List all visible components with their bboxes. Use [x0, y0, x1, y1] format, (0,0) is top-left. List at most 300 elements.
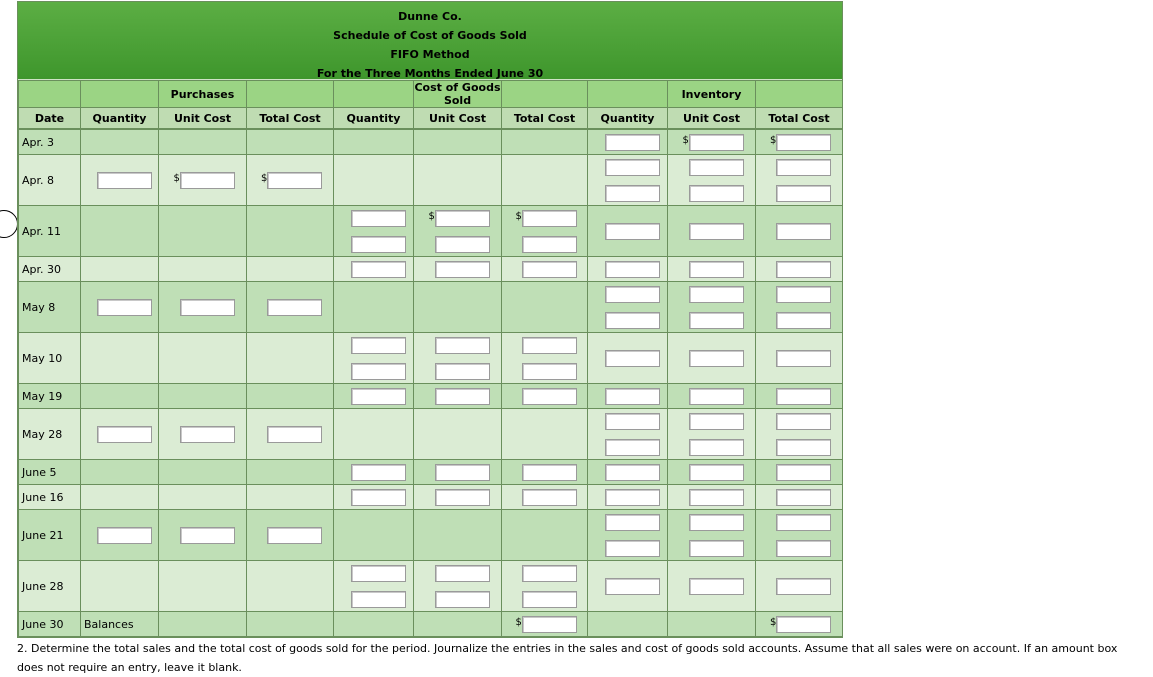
input-wrapper	[426, 562, 490, 584]
cell-purchases-unit-cost	[159, 384, 247, 409]
dollar-sign: $	[515, 617, 522, 628]
dollar-sign: $	[770, 617, 777, 628]
cell-purchases-total-cost	[247, 510, 334, 561]
row-date: June 16	[19, 485, 81, 510]
row-date: May 10	[19, 333, 81, 384]
cogs-unit-cost-input[interactable]	[435, 591, 490, 608]
inventory-quantity-input[interactable]	[605, 159, 660, 176]
purchases-unit-cost-input[interactable]	[180, 426, 235, 443]
input-wrapper	[767, 182, 831, 204]
input-wrapper	[596, 258, 660, 280]
input-wrapper	[596, 131, 660, 153]
cogs-quantity-input[interactable]	[351, 337, 406, 354]
cell-cogs-total-cost	[502, 561, 588, 612]
col-cogs-total-cost: Total Cost	[502, 108, 588, 129]
input-wrapper	[513, 360, 577, 382]
cell-purchases-total-cost	[247, 384, 334, 409]
cell-purchases-unit-cost	[159, 333, 247, 384]
cogs-unit-cost-input[interactable]	[435, 565, 490, 582]
cell-cogs-total-cost	[502, 206, 588, 257]
cell-inventory-quantity	[588, 257, 668, 282]
input-wrapper	[767, 385, 831, 407]
col-date: Date	[19, 108, 81, 129]
cell-cogs-unit-cost	[414, 485, 502, 510]
input-wrapper	[342, 233, 406, 255]
schedule-row	[19, 409, 843, 460]
cogs-quantity-input[interactable]	[351, 388, 406, 405]
input-wrapper	[680, 156, 744, 178]
cell-inventory-total-cost	[756, 409, 843, 460]
input-wrapper	[596, 511, 660, 533]
input-wrapper	[342, 385, 406, 407]
inventory-unit-cost-input[interactable]	[689, 286, 744, 303]
input-wrapper	[342, 360, 406, 382]
cell-inventory-unit-cost	[668, 155, 756, 206]
inventory-quantity-input[interactable]	[605, 261, 660, 278]
cell-cogs-total-cost	[502, 333, 588, 384]
inventory-total-cost-input[interactable]	[776, 134, 831, 151]
purchases-total-cost-input[interactable]	[267, 299, 322, 316]
cell-cogs-total-cost	[502, 485, 588, 510]
cell-purchases-quantity	[81, 333, 159, 384]
schedule-row	[19, 130, 843, 155]
cell-inventory-unit-cost	[668, 561, 756, 612]
cell-inventory-unit-cost	[668, 510, 756, 561]
input-wrapper	[596, 575, 660, 597]
inventory-quantity-input[interactable]	[605, 286, 660, 303]
cell-cogs-total-cost	[502, 510, 588, 561]
inventory-total-cost-input[interactable]	[776, 514, 831, 531]
row-date: June 5	[19, 460, 81, 485]
inventory-quantity-input[interactable]	[605, 439, 660, 456]
dollar-sign: $	[682, 135, 689, 146]
input-wrapper	[88, 169, 152, 191]
input-wrapper	[767, 220, 831, 242]
cell-purchases-unit-cost	[159, 155, 247, 206]
group-purchases: Purchases	[159, 81, 247, 108]
input-wrapper	[88, 296, 152, 318]
cell-cogs-unit-cost	[414, 510, 502, 561]
input-wrapper	[767, 436, 831, 458]
cell-purchases-unit-cost	[159, 510, 247, 561]
input-wrapper	[513, 334, 577, 356]
inventory-quantity-input[interactable]	[605, 312, 660, 329]
inventory-unit-cost-input[interactable]	[689, 134, 744, 151]
input-wrapper	[767, 511, 831, 533]
cogs-total-cost-input[interactable]	[522, 337, 577, 354]
input-wrapper	[767, 613, 831, 635]
schedule-row	[19, 384, 843, 409]
inventory-total-cost-input[interactable]	[776, 489, 831, 506]
input-wrapper	[513, 233, 577, 255]
cell-purchases-unit-cost	[159, 282, 247, 333]
inventory-unit-cost-input[interactable]	[689, 185, 744, 202]
inventory-total-cost-input[interactable]	[776, 350, 831, 367]
purchases-unit-cost-input[interactable]	[180, 172, 235, 189]
row-date: Apr. 3	[19, 130, 81, 155]
cell-cogs-unit-cost	[414, 409, 502, 460]
inventory-unit-cost-input[interactable]	[689, 223, 744, 240]
inventory-total-cost-input[interactable]	[776, 388, 831, 405]
inventory-unit-cost-input[interactable]	[689, 261, 744, 278]
cogs-unit-cost-input[interactable]	[435, 236, 490, 253]
cell-cogs-quantity	[334, 282, 414, 333]
inventory-quantity-input[interactable]	[605, 185, 660, 202]
input-wrapper	[426, 486, 490, 508]
schedule-row	[19, 460, 843, 485]
cogs-quantity-input[interactable]	[351, 489, 406, 506]
cogs-total-cost-input[interactable]	[522, 616, 577, 633]
input-wrapper	[342, 486, 406, 508]
inventory-unit-cost-input[interactable]	[689, 464, 744, 481]
cell-inventory-quantity	[588, 561, 668, 612]
input-wrapper	[596, 156, 660, 178]
dollar-sign: $	[261, 173, 268, 184]
cell-cogs-quantity	[334, 384, 414, 409]
cogs-unit-cost-input[interactable]	[435, 363, 490, 380]
cell-purchases-total-cost	[247, 333, 334, 384]
cell-purchases-total-cost	[247, 485, 334, 510]
schedule-row	[19, 485, 843, 510]
schedule-header	[18, 2, 842, 80]
input-wrapper	[767, 309, 831, 331]
cell-cogs-unit-cost	[414, 460, 502, 485]
cell-purchases-unit-cost	[159, 130, 247, 155]
cell-purchases-total-cost	[247, 612, 334, 637]
cogs-quantity-input[interactable]	[351, 363, 406, 380]
inventory-quantity-input[interactable]	[605, 540, 660, 557]
cell-cogs-quantity	[334, 409, 414, 460]
schedule-row	[19, 257, 843, 282]
row-date: June 30	[19, 612, 81, 637]
col-inventory-quantity: Quantity	[588, 108, 668, 129]
cell-cogs-quantity	[334, 612, 414, 637]
cell-purchases-total-cost	[247, 409, 334, 460]
col-purchases-quantity: Quantity	[81, 108, 159, 129]
row-date: May 28	[19, 409, 81, 460]
input-wrapper	[680, 486, 744, 508]
cell-cogs-quantity	[334, 561, 414, 612]
cell-purchases-quantity	[81, 206, 159, 257]
inventory-total-cost-input[interactable]	[776, 286, 831, 303]
input-wrapper	[767, 131, 831, 153]
inventory-total-cost-input[interactable]	[776, 578, 831, 595]
input-wrapper	[596, 220, 660, 242]
cogs-unit-cost-input[interactable]	[435, 337, 490, 354]
input-wrapper	[680, 410, 744, 432]
cell-inventory-total-cost	[756, 206, 843, 257]
inventory-unit-cost-input[interactable]	[689, 312, 744, 329]
cogs-total-cost-input[interactable]	[522, 210, 577, 227]
schedule-row	[19, 510, 843, 561]
inventory-unit-cost-input[interactable]	[689, 350, 744, 367]
cogs-quantity-input[interactable]	[351, 236, 406, 253]
cell-inventory-total-cost	[756, 257, 843, 282]
input-wrapper	[767, 486, 831, 508]
inventory-total-cost-input[interactable]	[776, 464, 831, 481]
group-blank-2	[81, 81, 159, 108]
inventory-quantity-input[interactable]	[605, 514, 660, 531]
input-wrapper	[258, 423, 322, 445]
cell-inventory-quantity	[588, 155, 668, 206]
group-blank-3	[247, 81, 334, 108]
cogs-quantity-input[interactable]	[351, 591, 406, 608]
inventory-quantity-input[interactable]	[605, 350, 660, 367]
cogs-total-cost-input[interactable]	[522, 489, 577, 506]
row-date: May 19	[19, 384, 81, 409]
input-wrapper	[513, 486, 577, 508]
input-wrapper	[426, 258, 490, 280]
input-wrapper	[680, 220, 744, 242]
purchases-quantity-input[interactable]	[97, 527, 152, 544]
cell-inventory-quantity	[588, 485, 668, 510]
input-wrapper	[342, 562, 406, 584]
cell-cogs-quantity	[334, 206, 414, 257]
input-wrapper	[171, 524, 235, 546]
group-blank	[19, 81, 81, 108]
group-cogs: Cost of Goods Sold	[414, 81, 501, 107]
cell-inventory-unit-cost	[668, 384, 756, 409]
cell-inventory-total-cost	[756, 384, 843, 409]
input-wrapper	[767, 410, 831, 432]
cell-inventory-quantity	[588, 460, 668, 485]
cell-purchases-total-cost	[247, 282, 334, 333]
input-wrapper	[767, 156, 831, 178]
method-name: FIFO Method	[390, 48, 470, 61]
cogs-unit-cost-input[interactable]	[435, 210, 490, 227]
input-wrapper	[596, 283, 660, 305]
inventory-unit-cost-input[interactable]	[689, 413, 744, 430]
input-wrapper	[513, 385, 577, 407]
cell-cogs-unit-cost	[414, 155, 502, 206]
cell-inventory-unit-cost	[668, 612, 756, 637]
input-wrapper	[88, 524, 152, 546]
cogs-total-cost-input[interactable]	[522, 565, 577, 582]
inventory-total-cost-input[interactable]	[776, 261, 831, 278]
inventory-total-cost-input[interactable]	[776, 540, 831, 557]
input-wrapper	[258, 169, 322, 191]
inventory-quantity-input[interactable]	[605, 489, 660, 506]
input-wrapper	[342, 461, 406, 483]
input-wrapper	[680, 347, 744, 369]
cogs-unit-cost-input[interactable]	[435, 388, 490, 405]
inventory-total-cost-input[interactable]	[776, 312, 831, 329]
purchases-unit-cost-input[interactable]	[180, 299, 235, 316]
input-wrapper	[513, 461, 577, 483]
input-wrapper	[426, 385, 490, 407]
cell-inventory-quantity	[588, 130, 668, 155]
input-wrapper	[680, 537, 744, 559]
dollar-sign: $	[173, 173, 180, 184]
input-wrapper	[426, 207, 490, 229]
schedule-row	[19, 155, 843, 206]
input-wrapper	[342, 588, 406, 610]
inventory-total-cost-input[interactable]	[776, 223, 831, 240]
cogs-total-cost-input[interactable]	[522, 261, 577, 278]
cell-purchases-quantity	[81, 155, 159, 206]
purchases-total-cost-input[interactable]	[267, 426, 322, 443]
schedule-row	[19, 612, 843, 637]
inventory-quantity-input[interactable]	[605, 223, 660, 240]
input-wrapper	[342, 207, 406, 229]
cell-cogs-quantity	[334, 155, 414, 206]
cogs-total-cost-input[interactable]	[522, 464, 577, 481]
dollar-sign: $	[428, 211, 435, 222]
input-wrapper	[767, 347, 831, 369]
input-wrapper	[171, 169, 235, 191]
cell-cogs-quantity	[334, 510, 414, 561]
fifo-schedule	[17, 1, 843, 638]
inventory-unit-cost-input[interactable]	[689, 540, 744, 557]
input-wrapper	[680, 131, 744, 153]
purchases-quantity-input[interactable]	[97, 426, 152, 443]
cell-inventory-unit-cost	[668, 485, 756, 510]
input-wrapper	[680, 511, 744, 533]
inventory-unit-cost-input[interactable]	[689, 159, 744, 176]
input-wrapper	[596, 385, 660, 407]
row-date: Apr. 8	[19, 155, 81, 206]
input-wrapper	[596, 309, 660, 331]
purchases-unit-cost-input[interactable]	[180, 527, 235, 544]
cell-cogs-total-cost	[502, 155, 588, 206]
inventory-quantity-input[interactable]	[605, 578, 660, 595]
cell-inventory-total-cost	[756, 612, 843, 637]
input-wrapper	[680, 283, 744, 305]
purchases-quantity-input[interactable]	[97, 299, 152, 316]
inventory-total-cost-input[interactable]	[776, 616, 831, 633]
input-wrapper	[426, 588, 490, 610]
cell-purchases-total-cost	[247, 130, 334, 155]
cogs-quantity-input[interactable]	[351, 261, 406, 278]
row-date: June 28	[19, 561, 81, 612]
cell-inventory-quantity	[588, 510, 668, 561]
dollar-sign: $	[770, 135, 777, 146]
input-wrapper	[513, 258, 577, 280]
cogs-unit-cost-input[interactable]	[435, 261, 490, 278]
input-wrapper	[513, 613, 577, 635]
group-inventory: Inventory	[668, 81, 756, 108]
inventory-total-cost-input[interactable]	[776, 413, 831, 430]
cell-inventory-total-cost	[756, 130, 843, 155]
cell-purchases-quantity	[81, 282, 159, 333]
input-wrapper	[680, 436, 744, 458]
inventory-total-cost-input[interactable]	[776, 439, 831, 456]
group-blank-5	[502, 81, 588, 108]
cogs-quantity-input[interactable]	[351, 565, 406, 582]
cogs-total-cost-input[interactable]	[522, 591, 577, 608]
cell-cogs-total-cost	[502, 130, 588, 155]
input-wrapper	[767, 575, 831, 597]
cogs-total-cost-input[interactable]	[522, 388, 577, 405]
cell-cogs-total-cost	[502, 282, 588, 333]
input-wrapper	[513, 207, 577, 229]
inventory-quantity-input[interactable]	[605, 413, 660, 430]
input-wrapper	[596, 347, 660, 369]
cell-cogs-total-cost	[502, 460, 588, 485]
input-wrapper	[767, 537, 831, 559]
cogs-unit-cost-input[interactable]	[435, 489, 490, 506]
cell-cogs-unit-cost	[414, 333, 502, 384]
cell-purchases-unit-cost	[159, 561, 247, 612]
cogs-total-cost-input[interactable]	[522, 363, 577, 380]
inventory-quantity-input[interactable]	[605, 388, 660, 405]
inventory-unit-cost-input[interactable]	[689, 439, 744, 456]
cell-inventory-unit-cost	[668, 282, 756, 333]
purchases-quantity-input[interactable]	[97, 172, 152, 189]
dollar-sign: $	[515, 211, 522, 222]
cogs-unit-cost-input[interactable]	[435, 464, 490, 481]
col-purchases-unit-cost: Unit Cost	[159, 108, 247, 129]
purchases-total-cost-input[interactable]	[267, 527, 322, 544]
inventory-unit-cost-input[interactable]	[689, 578, 744, 595]
cell-inventory-quantity	[588, 333, 668, 384]
input-wrapper	[596, 461, 660, 483]
purchases-total-cost-input[interactable]	[267, 172, 322, 189]
input-wrapper	[171, 296, 235, 318]
cell-cogs-total-cost	[502, 257, 588, 282]
row-date: Apr. 11	[19, 206, 81, 257]
input-wrapper	[680, 309, 744, 331]
cell-cogs-unit-cost	[414, 612, 502, 637]
step-marker-circle	[0, 210, 18, 238]
input-wrapper	[258, 296, 322, 318]
cell-inventory-quantity	[588, 384, 668, 409]
input-wrapper	[596, 182, 660, 204]
input-wrapper	[596, 486, 660, 508]
balances-label: Balances	[81, 612, 159, 637]
schedule-table	[18, 80, 843, 129]
cogs-quantity-input[interactable]	[351, 210, 406, 227]
input-wrapper	[426, 334, 490, 356]
cell-cogs-quantity	[334, 130, 414, 155]
inventory-unit-cost-input[interactable]	[689, 514, 744, 531]
inventory-quantity-input[interactable]	[605, 134, 660, 151]
row-date: June 21	[19, 510, 81, 561]
cogs-total-cost-input[interactable]	[522, 236, 577, 253]
inventory-total-cost-input[interactable]	[776, 185, 831, 202]
input-wrapper	[767, 461, 831, 483]
inventory-total-cost-input[interactable]	[776, 159, 831, 176]
input-wrapper	[596, 537, 660, 559]
inventory-unit-cost-input[interactable]	[689, 489, 744, 506]
cell-inventory-total-cost	[756, 333, 843, 384]
cell-inventory-unit-cost	[668, 409, 756, 460]
input-wrapper	[680, 575, 744, 597]
input-wrapper	[513, 588, 577, 610]
cell-purchases-unit-cost	[159, 485, 247, 510]
cell-cogs-total-cost	[502, 384, 588, 409]
row-date: Apr. 30	[19, 257, 81, 282]
cell-purchases-total-cost	[247, 206, 334, 257]
cell-inventory-quantity	[588, 409, 668, 460]
col-cogs-quantity: Quantity	[334, 108, 414, 129]
cell-inventory-total-cost	[756, 460, 843, 485]
input-wrapper	[342, 334, 406, 356]
cell-inventory-total-cost	[756, 510, 843, 561]
cogs-quantity-input[interactable]	[351, 464, 406, 481]
cell-inventory-quantity	[588, 612, 668, 637]
inventory-quantity-input[interactable]	[605, 464, 660, 481]
schedule-row	[19, 282, 843, 333]
inventory-unit-cost-input[interactable]	[689, 388, 744, 405]
period-label: For the Three Months Ended June 30	[316, 67, 544, 80]
schedule-row	[19, 206, 843, 257]
group-blank-7	[756, 81, 843, 108]
cell-purchases-quantity	[81, 510, 159, 561]
cell-purchases-unit-cost	[159, 206, 247, 257]
cell-purchases-unit-cost	[159, 460, 247, 485]
question-2-instructions: 2. Determine the total sales and the total cost of goods sold for the period. Journalize the entries in the sales and cost of goods sold accounts. Assume that all sales were on account. If an amount box does not require an entry, leave it blank.	[17, 642, 1118, 674]
